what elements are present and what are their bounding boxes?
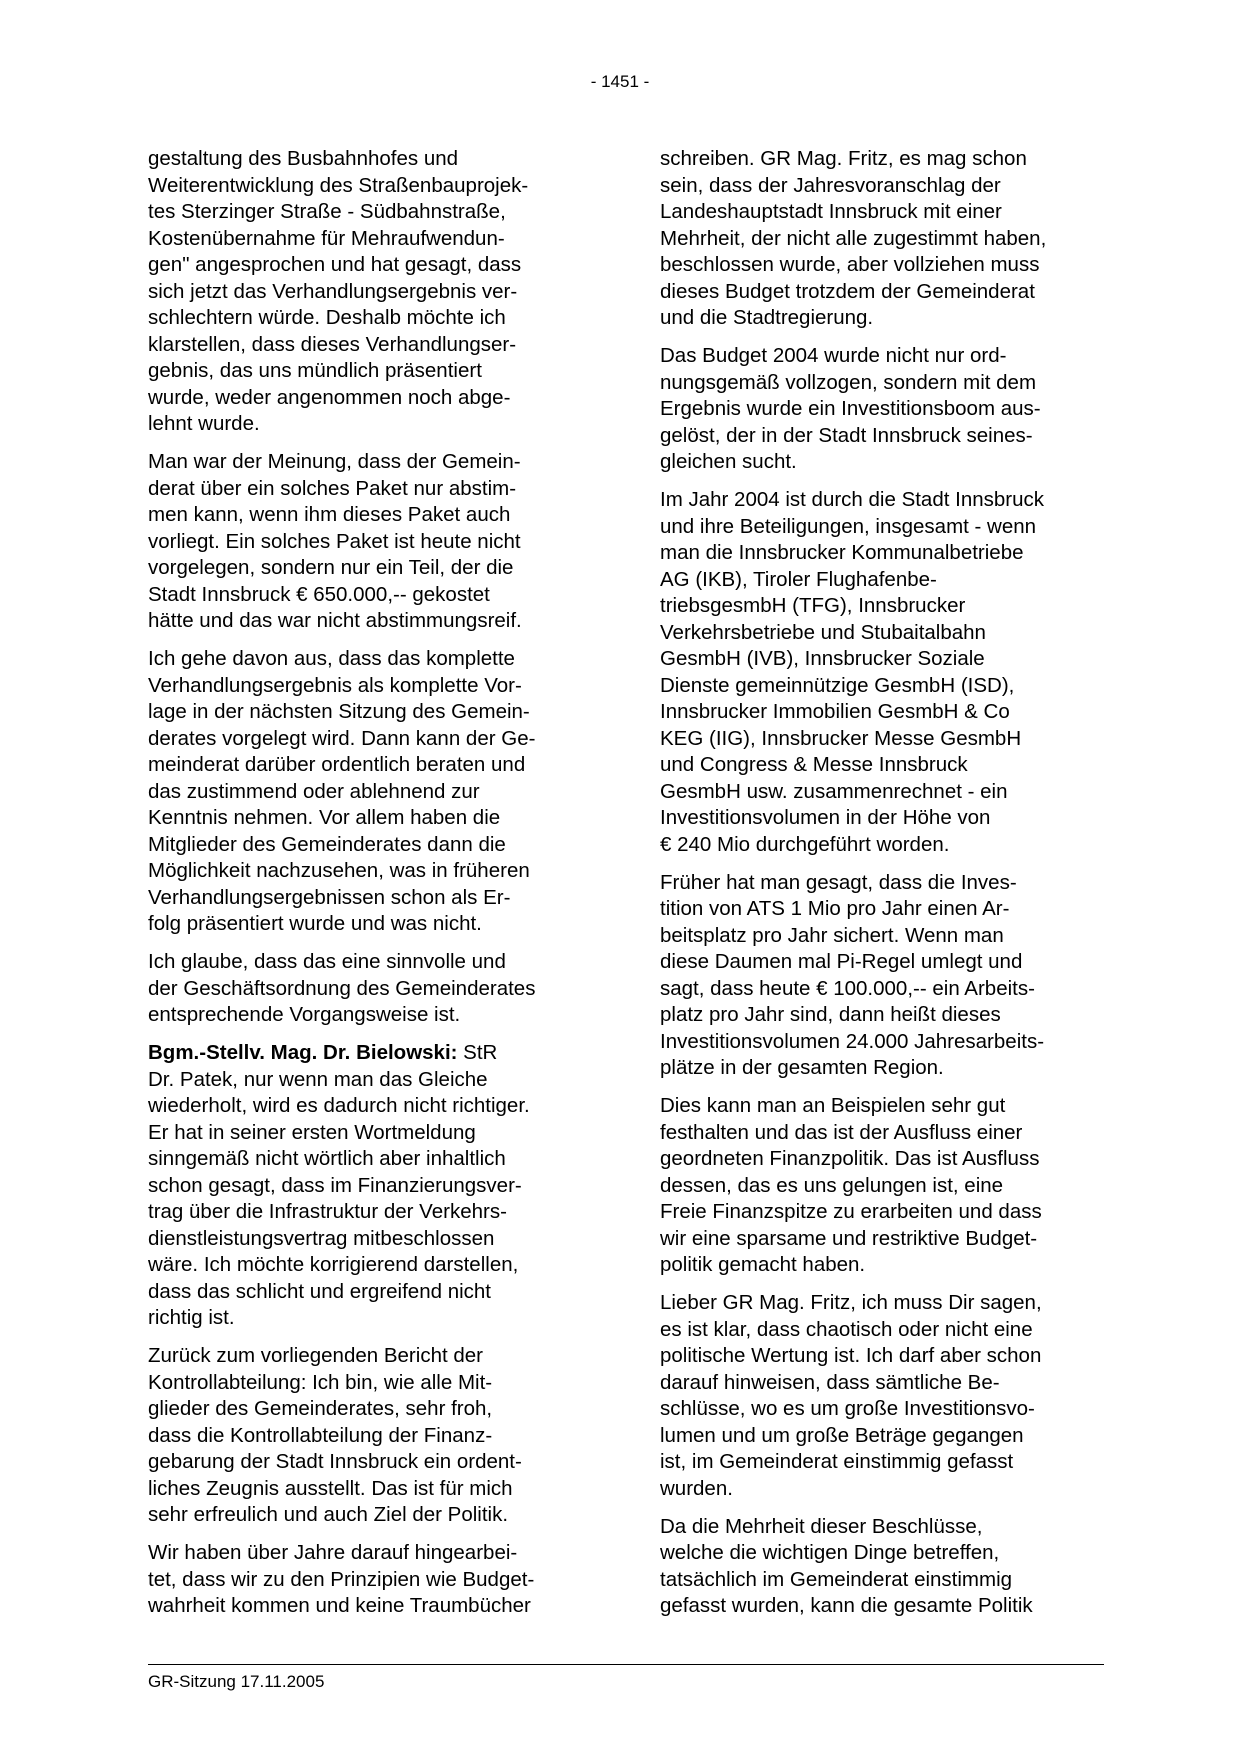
paragraph bbox=[660, 487, 1100, 858]
text-line: Das Budget 2004 wurde nicht nur ord- bbox=[660, 344, 1007, 367]
text-line: Im Jahr 2004 ist durch die Stadt Innsbruck bbox=[660, 488, 1045, 511]
text-line: Weiterentwicklung des Straßenbauprojek- bbox=[148, 173, 529, 197]
speech-first-line-rest: StR bbox=[457, 1041, 498, 1064]
text-line: glieder des Gemeinderates, sehr froh, bbox=[148, 1397, 493, 1420]
paragraph bbox=[148, 949, 588, 1029]
text-line: tatsächlich im Gemeinderat einstimmig bbox=[660, 1567, 1013, 1591]
text-line: sehr erfreulich und auch Ziel der Politik. bbox=[148, 1503, 509, 1526]
text-line: entsprechende Vorgangsweise ist. bbox=[148, 1003, 461, 1026]
text-line: dessen, das es uns gelungen ist, eine bbox=[660, 1173, 1004, 1197]
text-line: liches Zeugnis ausstellt. Das ist für mich bbox=[148, 1476, 513, 1500]
text-line: derat über ein solches Paket nur abstim- bbox=[148, 476, 517, 500]
text-line: beitsplatz pro Jahr sichert. Wenn man bbox=[660, 923, 1004, 947]
text-line: politik gemacht haben. bbox=[660, 1253, 866, 1276]
text-line: Verkehrsbetriebe und Stubaitalbahn bbox=[660, 620, 986, 644]
text-line: gebarung der Stadt Innsbruck ein ordent- bbox=[148, 1450, 522, 1473]
text-line: Ich glaube, dass das eine sinnvolle und bbox=[148, 950, 506, 973]
text-line: GesmbH usw. zusammenrechnet - ein bbox=[660, 779, 1008, 803]
paragraph bbox=[660, 870, 1100, 1082]
text-line: nungsgemäß vollzogen, sondern mit dem bbox=[660, 370, 1037, 394]
text-line: dass die Kontrollabteilung der Finanz- bbox=[148, 1423, 493, 1447]
text-line: lehnt wurde. bbox=[148, 412, 260, 435]
text-line: Investitionsvolumen in der Höhe von bbox=[660, 806, 991, 829]
paragraph bbox=[148, 1343, 588, 1529]
speaker-name: Bgm.-Stellv. Mag. Dr. Bielowski: bbox=[148, 1041, 458, 1064]
text-line: festhalten und das ist der Ausfluss einer bbox=[660, 1120, 1023, 1144]
text-line: GesmbH (IVB), Innsbrucker Soziale bbox=[660, 647, 985, 670]
text-line: Freie Finanzspitze zu erarbeiten und dass bbox=[660, 1200, 1042, 1223]
text-line: schlechtern würde. Deshalb möchte ich bbox=[148, 306, 506, 329]
text-line: Investitionsvolumen 24.000 Jahresarbeits- bbox=[660, 1029, 1045, 1053]
text-line: meinderat darüber ordentlich beraten und bbox=[148, 753, 526, 776]
text-line: wurden. bbox=[660, 1476, 733, 1500]
text-line: der Geschäftsordnung des Gemeinderates bbox=[148, 976, 536, 1000]
paragraph bbox=[148, 449, 588, 635]
text-line: beschlossen wurde, aber vollziehen muss bbox=[660, 253, 1040, 276]
text-line: tet, dass wir zu den Prinzipien wie Budget- bbox=[148, 1567, 535, 1591]
text-line: Stadt Innsbruck € 650.000,-- gekostet bbox=[148, 582, 490, 606]
text-line: wiederholt, wird es dadurch nicht richtiger. bbox=[148, 1094, 530, 1117]
text-line: vorgelegen, sondern nur ein Teil, der die bbox=[148, 556, 514, 579]
text-line: plätze in der gesamten Region. bbox=[660, 1056, 944, 1079]
paragraph bbox=[148, 1540, 588, 1620]
text-line: Wir haben über Jahre darauf hingearbei- bbox=[148, 1541, 518, 1564]
right-paragraphs bbox=[660, 146, 1100, 1620]
text-line: derates vorgelegt wird. Dann kann der Ge- bbox=[148, 726, 536, 750]
text-line: wir eine sparsame und restriktive Budget- bbox=[660, 1226, 1038, 1250]
text-line: hätte und das war nicht abstimmungsreif. bbox=[148, 609, 522, 632]
text-line: das zustimmend oder ablehnend zur bbox=[148, 779, 480, 803]
text-line: Ich gehe davon aus, dass das komplette bbox=[148, 647, 515, 670]
text-line: schlüsse, wo es um große Investitionsvo- bbox=[660, 1397, 1035, 1420]
page-number: - 1451 - bbox=[590, 72, 650, 91]
text-line: Möglichkeit nachzusehen, was in früheren bbox=[148, 859, 530, 882]
paragraph bbox=[660, 1514, 1100, 1620]
text-line: dieses Budget trotzdem der Gemeinderat bbox=[660, 279, 1035, 303]
text-line: KEG (IIG), Innsbrucker Messe GesmbH bbox=[660, 726, 1022, 750]
text-line: AG (IKB), Tiroler Flughafenbe- bbox=[660, 567, 937, 591]
paragraph bbox=[148, 146, 588, 438]
text-line: gleichen sucht. bbox=[660, 450, 797, 473]
speech-paragraph bbox=[148, 1040, 588, 1332]
speech-lines bbox=[148, 1067, 588, 1332]
text-line: Kostenübernahme für Mehraufwendun- bbox=[148, 226, 505, 250]
text-line: Lieber GR Mag. Fritz, ich muss Dir sagen, bbox=[660, 1291, 1042, 1314]
text-line: triebsgesmbH (TFG), Innsbrucker bbox=[660, 594, 966, 617]
text-line: Kontrollabteilung: Ich bin, wie alle Mit- bbox=[148, 1370, 493, 1394]
text-line: man die Innsbrucker Kommunalbetriebe bbox=[660, 541, 1024, 564]
text-line: politische Wertung ist. Ich darf aber schon bbox=[660, 1344, 1042, 1367]
text-line: Verhandlungsergebnis als komplette Vor- bbox=[148, 673, 522, 697]
text-line: Man war der Meinung, dass der Gemein- bbox=[148, 450, 521, 473]
text-line: men kann, wenn ihm dieses Paket auch bbox=[148, 503, 511, 526]
text-line: Verhandlungsergebnissen schon als Er- bbox=[148, 885, 511, 909]
text-line: gebnis, das uns mündlich präsentiert bbox=[148, 359, 482, 382]
text-line: schreiben. GR Mag. Fritz, es mag schon bbox=[660, 147, 1027, 170]
paragraph bbox=[148, 646, 588, 938]
text-line: Früher hat man gesagt, dass die Inves- bbox=[660, 870, 1017, 894]
text-line: und ihre Beteiligungen, insgesamt - wenn bbox=[660, 514, 1037, 538]
text-line: richtig ist. bbox=[148, 1306, 235, 1329]
text-line: lumen und um große Beträge gegangen bbox=[660, 1423, 1024, 1447]
text-line: tes Sterzinger Straße - Südbahnstraße, bbox=[148, 200, 506, 223]
text-line: Dienste gemeinnützige GesmbH (ISD), bbox=[660, 673, 1015, 697]
left-paragraphs-before-speech bbox=[148, 146, 588, 1029]
text-line: Er hat in seiner ersten Wortmeldung bbox=[148, 1120, 476, 1144]
text-line: schon gesagt, dass im Finanzierungsver- bbox=[148, 1173, 522, 1197]
text-line: Dies kann man an Beispielen sehr gut bbox=[660, 1094, 1006, 1117]
left-column bbox=[148, 146, 588, 1631]
text-line: klarstellen, dass dieses Verhandlungser- bbox=[148, 332, 517, 356]
left-paragraphs-after-speech bbox=[148, 1343, 588, 1620]
text-line: sich jetzt das Verhandlungsergebnis ver- bbox=[148, 279, 518, 303]
paragraph bbox=[660, 146, 1100, 332]
text-line: sinngemäß nicht wörtlich aber inhaltlich bbox=[148, 1147, 506, 1170]
text-line: diese Daumen mal Pi-Regel umlegt und bbox=[660, 950, 1023, 973]
text-line: trag über die Infrastruktur der Verkehrs- bbox=[148, 1200, 507, 1223]
text-line: Zurück zum vorliegenden Bericht der bbox=[148, 1344, 483, 1367]
paragraph bbox=[660, 1290, 1100, 1502]
text-line: gefasst wurden, kann die gesamte Politik bbox=[660, 1594, 1033, 1617]
text-line: wahrheit kommen und keine Traumbücher bbox=[148, 1594, 531, 1617]
text-line: gelöst, der in der Stadt Innsbruck seines- bbox=[660, 423, 1033, 447]
text-line: tition von ATS 1 Mio pro Jahr einen Ar- bbox=[660, 897, 1010, 920]
text-line: darauf hinweisen, dass sämtliche Be- bbox=[660, 1370, 1000, 1394]
text-line: gestaltung des Busbahnhofes und bbox=[148, 147, 459, 170]
footer-divider bbox=[148, 1664, 1104, 1665]
text-line: und die Stadtregierung. bbox=[660, 306, 874, 329]
text-line: Kenntnis nehmen. Vor allem haben die bbox=[148, 806, 501, 829]
text-line: Innsbrucker Immobilien GesmbH & Co bbox=[660, 700, 1010, 723]
text-line: ist, im Gemeinderat einstimmig gefasst bbox=[660, 1450, 1014, 1473]
text-line: dass das schlicht und ergreifend nicht bbox=[148, 1279, 492, 1303]
text-line: Landeshauptstadt Innsbruck mit einer bbox=[660, 200, 1002, 223]
text-line: Dr. Patek, nur wenn man das Gleiche bbox=[148, 1067, 488, 1091]
text-line: Mitglieder des Gemeinderates dann die bbox=[148, 832, 506, 856]
paragraph bbox=[660, 1093, 1100, 1279]
text-line: Mehrheit, der nicht alle zugestimmt haben, bbox=[660, 226, 1047, 250]
text-line: folg präsentiert wurde und was nicht. bbox=[148, 912, 482, 935]
text-line: Ergebnis wurde ein Investitionsboom aus- bbox=[660, 397, 1041, 420]
text-line: dienstleistungsvertrag mitbeschlossen bbox=[148, 1226, 495, 1250]
text-line: es ist klar, dass chaotisch oder nicht eine bbox=[660, 1317, 1033, 1341]
text-line: sagt, dass heute € 100.000,-- ein Arbeits- bbox=[660, 976, 1035, 1000]
right-column bbox=[660, 146, 1100, 1631]
text-line: lage in der nächsten Sitzung des Gemein- bbox=[148, 700, 530, 723]
footer-session-date: GR-Sitzung 17.11.2005 bbox=[148, 1672, 325, 1691]
text-line: geordneten Finanzpolitik. Das ist Ausfluss bbox=[660, 1147, 1040, 1170]
text-line: platz pro Jahr sind, dann heißt dieses bbox=[660, 1003, 1001, 1026]
text-line: gen" angesprochen und hat gesagt, dass bbox=[148, 253, 522, 276]
text-line: wäre. Ich möchte korrigierend darstellen, bbox=[148, 1253, 519, 1276]
paragraph bbox=[660, 343, 1100, 476]
text-line: vorliegt. Ein solches Paket ist heute nicht bbox=[148, 529, 521, 553]
text-line: € 240 Mio durchgeführt worden. bbox=[660, 832, 950, 856]
text-line: welche die wichtigen Dinge betreffen, bbox=[660, 1541, 1000, 1564]
text-line: sein, dass der Jahresvoranschlag der bbox=[660, 173, 1001, 197]
text-line: wurde, weder angenommen noch abge- bbox=[148, 385, 511, 409]
text-line: Da die Mehrheit dieser Beschlüsse, bbox=[660, 1514, 983, 1538]
speech-first-line bbox=[148, 1040, 588, 1067]
text-line: und Congress & Messe Innsbruck bbox=[660, 753, 968, 776]
